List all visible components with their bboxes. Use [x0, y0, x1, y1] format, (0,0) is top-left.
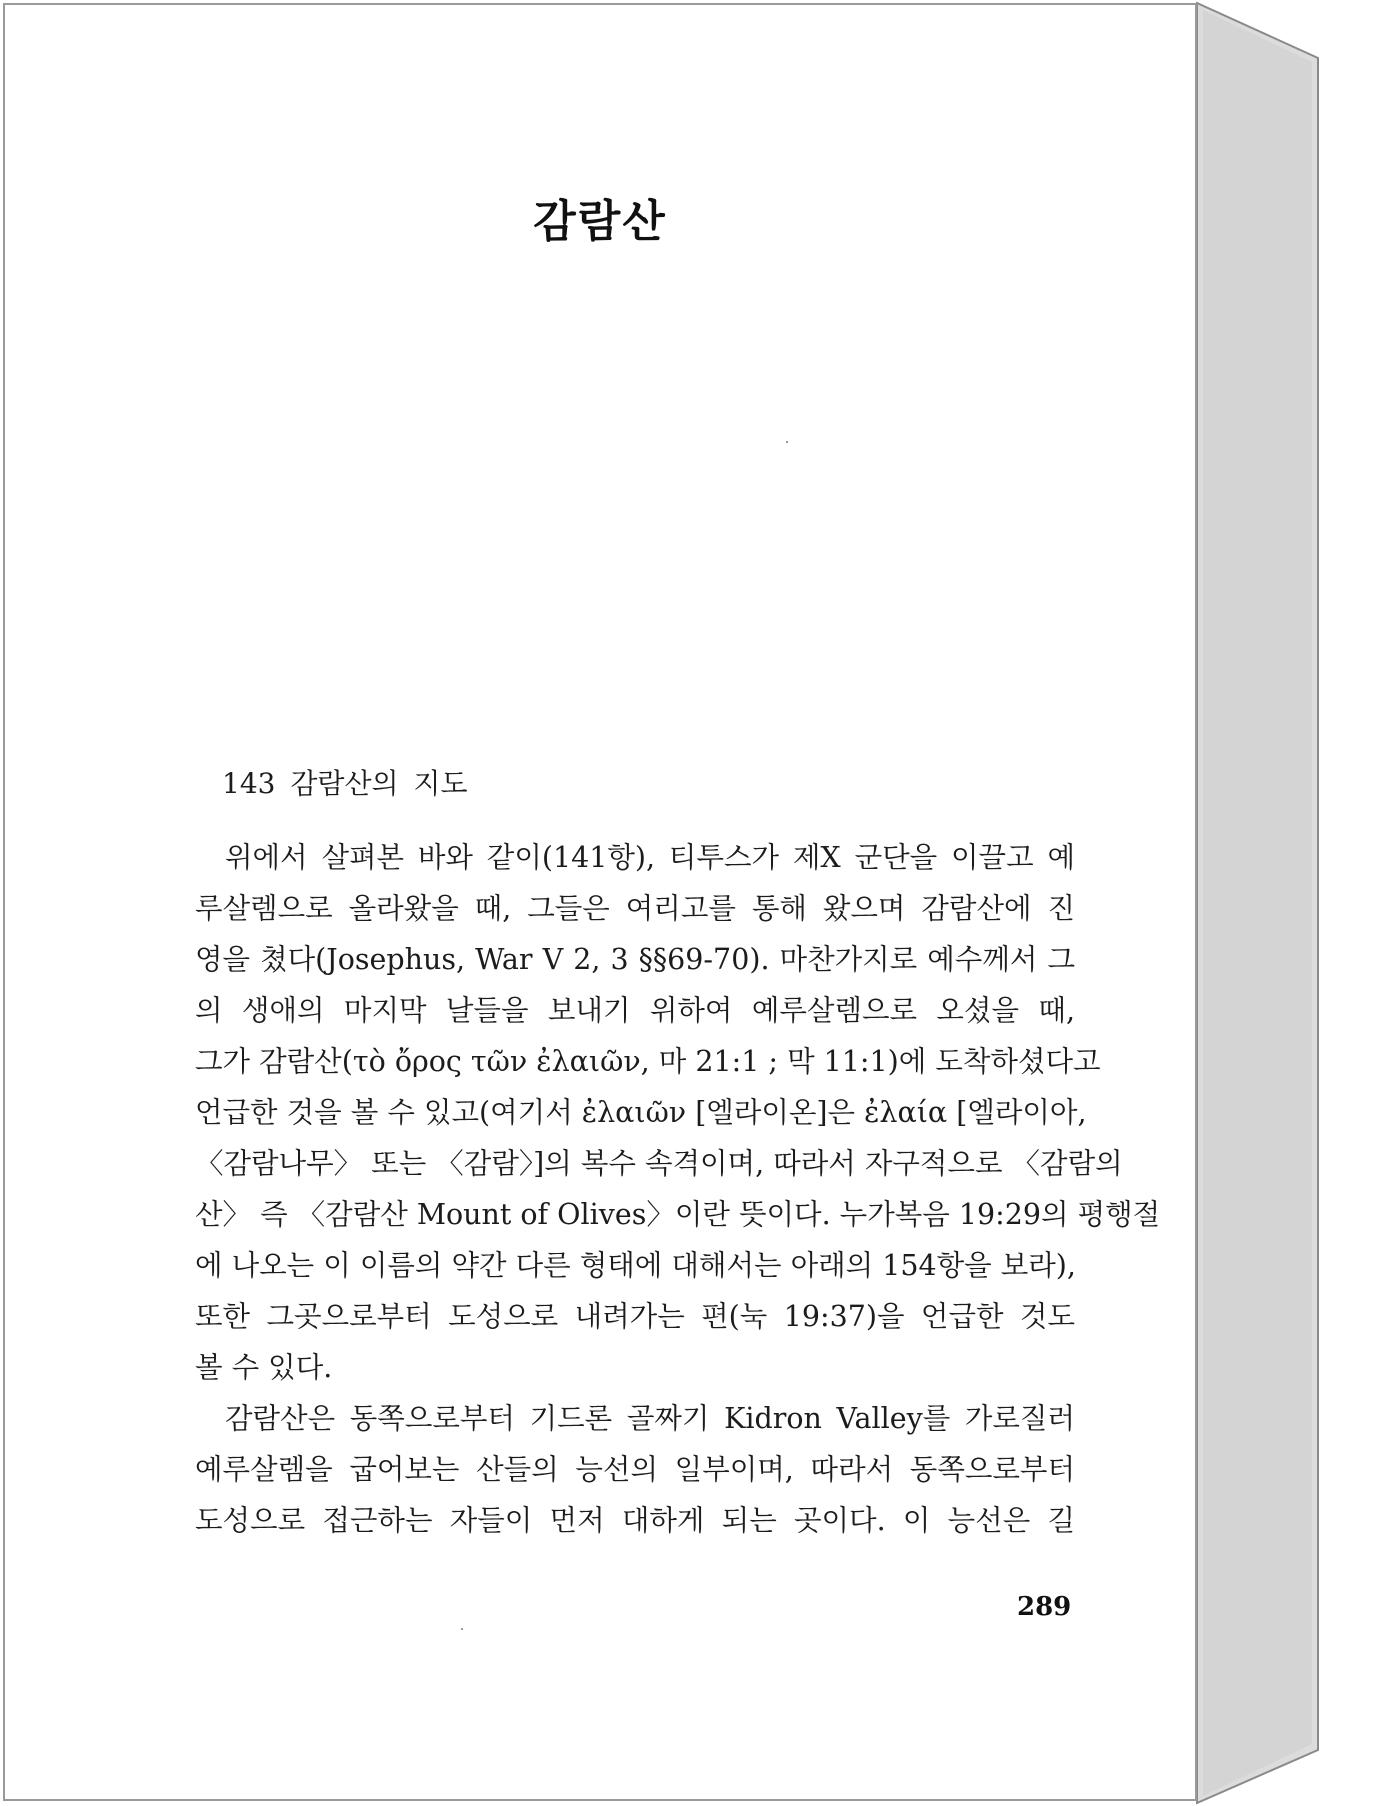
scan-speck: [786, 441, 788, 443]
text-line: 예루살렘을 굽어보는 산들의 능선의 일부이며, 따라서 동쪽으로부터: [195, 1453, 1075, 1486]
body-text: [195, 832, 1161, 1546]
text-line: 루살렘으로 올라왔을 때, 그들은 여리고를 통해 왔으며 감람산에 진: [195, 892, 1075, 925]
text-line: 도성으로 접근하는 자들이 먼저 대하게 되는 곳이다. 이 능선은 길: [195, 1504, 1075, 1537]
text-line: 〈감람나무〉 또는 〈감람〉]의 복수 속격이며, 따라서 자구적으로 〈감람의: [195, 1147, 1123, 1180]
text-line: 언급한 것을 볼 수 있고(여기서 ἐλαιῶν [엘라이온]은 ἐλαία [엘라이아,: [195, 1096, 1087, 1129]
text-line: 또한 그곳으로부터 도성으로 내려가는 편(눅 19:37)을 언급한 것도: [195, 1300, 1075, 1333]
text-line: 볼 수 있다.: [195, 1351, 333, 1384]
scan-speck: [461, 1628, 463, 1630]
page-number: 289: [1017, 1592, 1072, 1622]
text-line: 산〉 즉 〈감람산 Mount of Olives〉이란 뜻이다. 누가복음 19:29의 평행절: [195, 1198, 1161, 1231]
text-line: 의 생애의 마지막 날들을 보내기 위하여 예루살렘으로 오셨을 때,: [195, 994, 1075, 1027]
paragraph: [195, 832, 1161, 1393]
paragraph: [195, 1393, 1075, 1546]
text-line: 에 나오는 이 이름의 약간 다른 형태에 대해서는 아래의 154항을 보라),: [195, 1249, 1076, 1282]
book-page: [3, 3, 1197, 1801]
section-heading: 143 감람산의 지도: [222, 767, 468, 800]
text-line: 감람산은 동쪽으로부터 기드론 골짜기 Kidron Valley를 가로질러: [225, 1402, 1075, 1435]
text-line: 위에서 살펴본 바와 같이(141항), 티투스가 제X 군단을 이끌고 예: [225, 841, 1075, 874]
text-line: 그가 감람산(τὸ ὄρος τῶν ἐλαιῶν, 마 21:1 ; 막 11:1)에 도착하셨다고: [195, 1045, 1101, 1078]
text-line: 영을 쳤다(Josephus, War V 2, 3 §§69-70). 마찬가지로 예수께서 그: [195, 943, 1075, 976]
chapter-title: 감람산: [533, 196, 667, 247]
